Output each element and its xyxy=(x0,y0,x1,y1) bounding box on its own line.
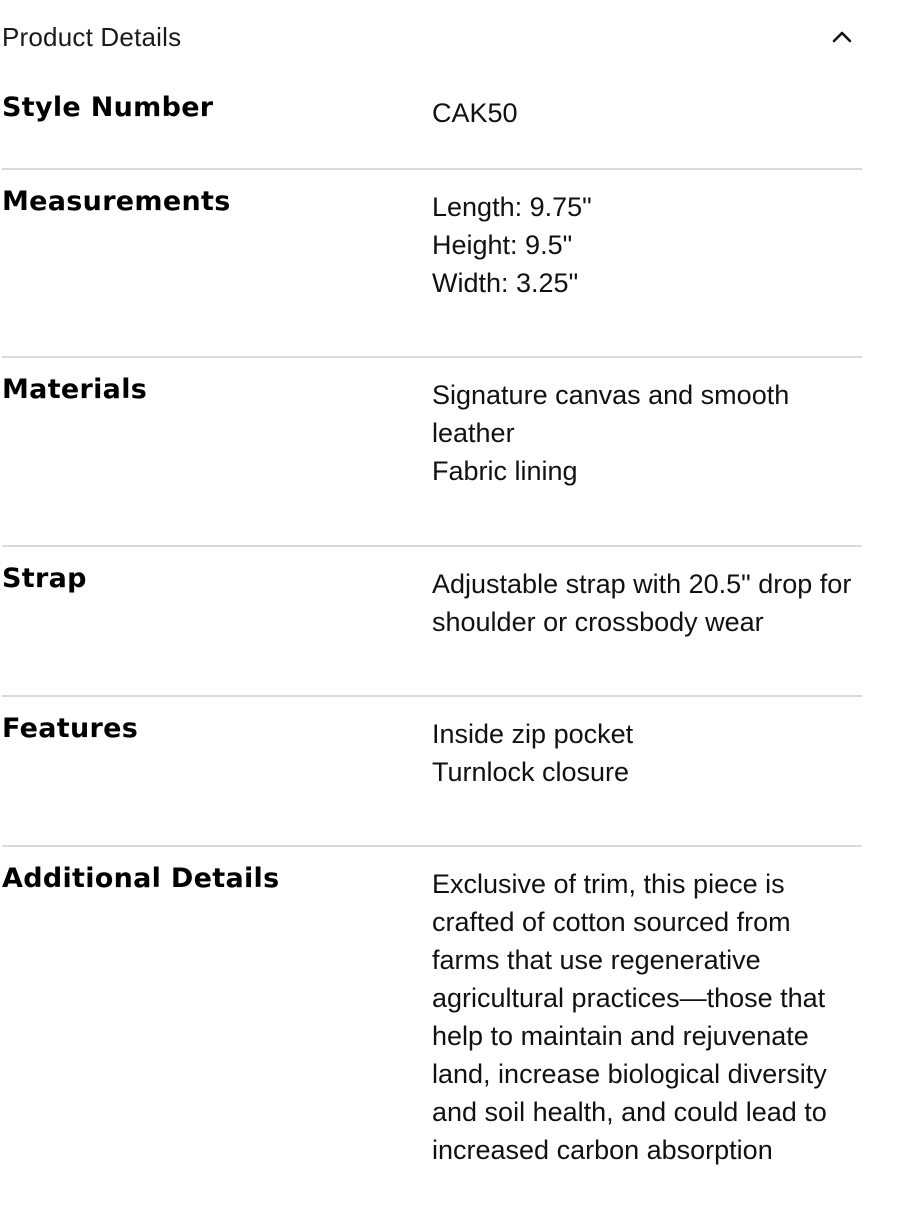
detail-value-line: Length: 9.75" xyxy=(432,192,592,222)
detail-row-strap xyxy=(2,547,862,697)
detail-value-line: CAK50 xyxy=(432,98,518,128)
detail-value-line: Adjustable strap with 20.5" drop for shoulder or crossbody wear xyxy=(432,569,852,637)
detail-value-line: Fabric lining xyxy=(432,456,578,486)
detail-label: Strap xyxy=(2,563,87,594)
detail-label: Materials xyxy=(2,374,148,405)
detail-value xyxy=(432,547,862,695)
detail-value xyxy=(432,697,862,845)
detail-label: Features xyxy=(2,713,139,744)
detail-value-line: Width: 3.25" xyxy=(432,268,579,298)
detail-value-line: Height: 9.5" xyxy=(432,230,573,260)
detail-label: Measurements xyxy=(2,186,231,217)
detail-row-features xyxy=(2,697,862,847)
detail-row-style-number xyxy=(2,76,862,170)
detail-value xyxy=(432,358,862,545)
detail-value-line: Exclusive of trim, this piece is crafted of cotton sourced from farms that use regenerative agricultural practices—those that help to maintain and rejuvenate land, increase biological diversity and soil health, and could lead to increased carbon absorption xyxy=(432,869,827,1165)
chevron-up-icon[interactable] xyxy=(830,25,854,49)
detail-label: Additional Details xyxy=(2,863,280,894)
detail-label: Style Number xyxy=(2,92,214,123)
detail-value-line: Inside zip pocket xyxy=(432,719,634,749)
detail-row-measurements xyxy=(2,170,862,358)
detail-value xyxy=(432,170,862,356)
product-details-list xyxy=(2,76,862,1197)
detail-value-line: Signature canvas and smooth leather xyxy=(432,380,790,448)
detail-row-additional-details xyxy=(2,847,862,1197)
detail-value-line: Turnlock closure xyxy=(432,757,630,787)
detail-value xyxy=(432,847,862,1197)
detail-row-materials xyxy=(2,358,862,547)
accordion-title: Product Details xyxy=(2,21,182,52)
product-details-toggle[interactable] xyxy=(2,16,862,58)
detail-value xyxy=(432,76,862,168)
